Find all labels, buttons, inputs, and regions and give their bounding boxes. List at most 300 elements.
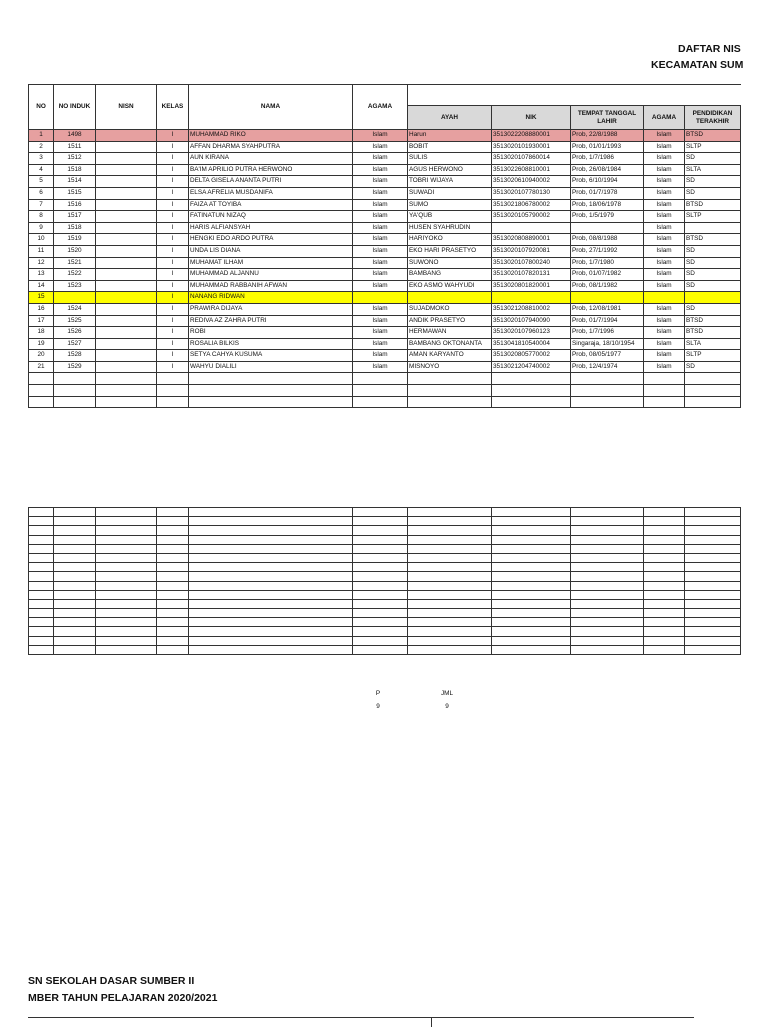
empty-cell — [157, 563, 189, 572]
empty-cell — [96, 526, 157, 535]
empty-cell — [353, 645, 408, 654]
cell-agama-parent: Islam — [644, 245, 685, 257]
cell-kelas: I — [157, 211, 189, 223]
cell-kelas: I — [157, 361, 189, 373]
empty-cell — [54, 627, 96, 636]
empty-cell — [189, 544, 353, 553]
header-nisn: NISN — [96, 85, 157, 130]
cell-agama: Islam — [353, 280, 408, 292]
empty-cell — [571, 618, 644, 627]
empty-cell — [96, 590, 157, 599]
cell-ayah — [408, 292, 492, 304]
empty-cell — [492, 645, 571, 654]
cell-no: 10 — [29, 234, 54, 246]
cell-agama-parent: Islam — [644, 130, 685, 142]
cell-ttl: Prob, 01/7/1994 — [571, 315, 644, 327]
cell-no: 7 — [29, 199, 54, 211]
cell-ayah: AGUS HERWONO — [408, 164, 492, 176]
cell-ayah: BAMBANG — [408, 269, 492, 281]
cell-kelas: I — [157, 130, 189, 142]
cell-pendidikan: BTSD — [685, 199, 741, 211]
cell-agama: Islam — [353, 327, 408, 339]
empty-cell — [408, 553, 492, 562]
empty-cell — [353, 609, 408, 618]
empty-cell — [189, 645, 353, 654]
empty-cell — [644, 508, 685, 517]
cell-nama: DELTA GISELA ANANTA PUTRI — [189, 176, 353, 188]
cell-agama: Islam — [353, 269, 408, 281]
empty-cell — [29, 517, 54, 526]
empty-cell — [157, 396, 189, 408]
empty-cell — [644, 517, 685, 526]
empty-cell — [157, 581, 189, 590]
empty-cell — [189, 609, 353, 618]
cell-no: 5 — [29, 176, 54, 188]
cell-no: 3 — [29, 153, 54, 165]
empty-cell — [157, 599, 189, 608]
cell-nama: FAIZA AT TOYIBA — [189, 199, 353, 211]
empty-cell — [492, 508, 571, 517]
empty-cell — [157, 590, 189, 599]
empty-cell — [571, 553, 644, 562]
empty-cell — [685, 645, 741, 654]
cell-kelas: I — [157, 338, 189, 350]
cell-agama: Islam — [353, 164, 408, 176]
empty-cell — [685, 572, 741, 581]
cell-nama: AFFAN DHARMA SYAHPUTRA — [189, 141, 353, 153]
empty-cell — [157, 636, 189, 645]
cell-pendidikan: SLTA — [685, 164, 741, 176]
footer-title-line-1: SN SEKOLAH DASAR SUMBER II — [28, 975, 195, 987]
cell-nama: MUHAMAT ILHAM — [189, 257, 353, 269]
cell-no: 1 — [29, 130, 54, 142]
empty-cell — [189, 599, 353, 608]
cell-pendidikan: SD — [685, 153, 741, 165]
header-agama-parent: AGAMA — [644, 106, 685, 130]
empty-cell — [492, 535, 571, 544]
cell-nisn — [96, 327, 157, 339]
empty-cell — [685, 563, 741, 572]
empty-row — [29, 590, 741, 599]
empty-cell — [54, 508, 96, 517]
table-row — [29, 257, 741, 269]
empty-cell — [54, 645, 96, 654]
cell-agama-parent: Islam — [644, 222, 685, 234]
cell-agama: Islam — [353, 315, 408, 327]
cell-no-induk: 1527 — [54, 338, 96, 350]
empty-cell — [571, 535, 644, 544]
cell-nama: SETYA CAHYA KUSUMA — [189, 350, 353, 362]
table-row — [29, 327, 741, 339]
cell-nama: WAHYU DIALILI — [189, 361, 353, 373]
cell-pendidikan: BTSD — [685, 130, 741, 142]
table-row — [29, 280, 741, 292]
empty-row — [29, 636, 741, 645]
empty-row — [29, 599, 741, 608]
cell-no: 8 — [29, 211, 54, 223]
cell-nik: 3513020107820131 — [492, 269, 571, 281]
empty-cell — [408, 373, 492, 385]
empty-cell — [571, 508, 644, 517]
cell-agama-parent: Islam — [644, 257, 685, 269]
empty-cell — [54, 636, 96, 645]
empty-cell — [54, 373, 96, 385]
cell-no-induk: 1523 — [54, 280, 96, 292]
cell-ayah: EKO HARI PRASETYO — [408, 245, 492, 257]
cell-nama: REDIVA AZ ZAHRA PUTRI — [189, 315, 353, 327]
cell-ttl: Prob, 12/4/1974 — [571, 361, 644, 373]
empty-cell — [685, 544, 741, 553]
cell-kelas: I — [157, 292, 189, 304]
cell-nik: 3513020107780130 — [492, 187, 571, 199]
empty-cell — [644, 526, 685, 535]
table-row — [29, 338, 741, 350]
cell-pendidikan: SD — [685, 245, 741, 257]
empty-cell — [571, 572, 644, 581]
cell-agama: Islam — [353, 130, 408, 142]
cell-agama-parent: Islam — [644, 141, 685, 153]
cell-ayah: SUMO — [408, 199, 492, 211]
cell-nisn — [96, 338, 157, 350]
header-agama: AGAMA — [353, 85, 408, 130]
table-row — [29, 350, 741, 362]
cell-no: 18 — [29, 327, 54, 339]
cell-no-induk: 1526 — [54, 327, 96, 339]
empty-cell — [29, 396, 54, 408]
cell-nisn — [96, 257, 157, 269]
header-parent-group — [408, 85, 741, 106]
empty-row — [29, 627, 741, 636]
cell-no: 6 — [29, 187, 54, 199]
empty-cell — [189, 508, 353, 517]
empty-cell — [189, 385, 353, 397]
empty-cell — [353, 590, 408, 599]
empty-cell — [408, 590, 492, 599]
empty-cell — [189, 636, 353, 645]
cell-nisn — [96, 234, 157, 246]
cell-agama-parent: Islam — [644, 153, 685, 165]
cell-ayah: BOBIT — [408, 141, 492, 153]
empty-cell — [353, 526, 408, 535]
cell-nik: 3513021806780002 — [492, 199, 571, 211]
cell-no-induk: 1511 — [54, 141, 96, 153]
cell-no: 2 — [29, 141, 54, 153]
empty-cell — [54, 618, 96, 627]
cell-ttl — [571, 292, 644, 304]
cell-no-induk: 1514 — [54, 176, 96, 188]
empty-row — [29, 581, 741, 590]
empty-row — [29, 517, 741, 526]
document-title-line-2: KECAMATAN SUM — [651, 59, 744, 71]
cell-nisn — [96, 292, 157, 304]
empty-cell — [644, 396, 685, 408]
cell-pendidikan — [685, 292, 741, 304]
cell-ttl: Prob, 27/1/1992 — [571, 245, 644, 257]
empty-cell — [685, 535, 741, 544]
empty-cell — [571, 599, 644, 608]
empty-cell — [353, 508, 408, 517]
empty-cell — [492, 385, 571, 397]
cell-kelas: I — [157, 164, 189, 176]
empty-cell — [353, 544, 408, 553]
empty-cell — [157, 385, 189, 397]
header-nama: NAMA — [189, 85, 353, 130]
cell-nik: 3513020107940090 — [492, 315, 571, 327]
cell-nik: 3513020801820001 — [492, 280, 571, 292]
cell-ttl: Singaraja, 18/10/1954 — [571, 338, 644, 350]
empty-cell — [96, 572, 157, 581]
cell-ttl: Prob, 01/7/1978 — [571, 187, 644, 199]
cell-ayah: SUWADI — [408, 187, 492, 199]
empty-cell — [571, 645, 644, 654]
cell-no-induk: 1515 — [54, 187, 96, 199]
summary-p-label: P — [375, 690, 381, 697]
cell-no-induk: 1518 — [54, 164, 96, 176]
summary-jml-label: JML — [440, 690, 454, 697]
empty-cell — [644, 618, 685, 627]
cell-ttl: Prob, 01/01/1993 — [571, 141, 644, 153]
table-row — [29, 153, 741, 165]
empty-cell — [96, 636, 157, 645]
cell-nik: 3513020805770002 — [492, 350, 571, 362]
summary-p-value: 9 — [376, 703, 380, 710]
cell-nik: 3513020610940002 — [492, 176, 571, 188]
empty-cell — [685, 618, 741, 627]
empty-cell — [571, 396, 644, 408]
empty-cell — [353, 553, 408, 562]
cell-nama: HARIS ALFIANSYAH — [189, 222, 353, 234]
cell-no-induk: 1529 — [54, 361, 96, 373]
empty-cell — [408, 636, 492, 645]
cell-nama: AUN KIRANA — [189, 153, 353, 165]
empty-cell — [353, 618, 408, 627]
cell-nik: 3513022208880001 — [492, 130, 571, 142]
cell-no: 9 — [29, 222, 54, 234]
cell-nisn — [96, 315, 157, 327]
cell-pendidikan: SLTP — [685, 350, 741, 362]
cell-ttl — [571, 222, 644, 234]
empty-cell — [644, 572, 685, 581]
cell-ayah: EKO ASMO WAHYUDI — [408, 280, 492, 292]
header-no-induk: NO INDUK — [54, 85, 96, 130]
empty-cell — [353, 563, 408, 572]
cell-nisn — [96, 199, 157, 211]
table-row — [29, 245, 741, 257]
cell-agama-parent: Islam — [644, 315, 685, 327]
empty-cell — [29, 535, 54, 544]
cell-kelas: I — [157, 176, 189, 188]
empty-cell — [189, 553, 353, 562]
empty-cell — [157, 627, 189, 636]
cell-kelas: I — [157, 303, 189, 315]
empty-cell — [96, 581, 157, 590]
cell-kelas: I — [157, 245, 189, 257]
empty-cell — [492, 581, 571, 590]
cell-kelas: I — [157, 350, 189, 362]
table-row — [29, 187, 741, 199]
cell-nama: ELSA AFRELIA MUSDANIFA — [189, 187, 353, 199]
empty-cell — [571, 627, 644, 636]
empty-cell — [408, 385, 492, 397]
empty-cell — [189, 627, 353, 636]
empty-cell — [54, 563, 96, 572]
cell-no: 17 — [29, 315, 54, 327]
cell-pendidikan: BTSD — [685, 315, 741, 327]
empty-cell — [29, 581, 54, 590]
cell-no-induk: 1525 — [54, 315, 96, 327]
cell-ttl: Prob, 08/1/1982 — [571, 280, 644, 292]
cell-ayah: SUJADMOKO — [408, 303, 492, 315]
cell-ayah: HUSEN SYAHRUDIN — [408, 222, 492, 234]
empty-row — [29, 385, 741, 397]
empty-row — [29, 645, 741, 654]
empty-cell — [29, 590, 54, 599]
empty-cell — [353, 627, 408, 636]
cell-nisn — [96, 222, 157, 234]
cell-ayah: TOBRI WIJAYA — [408, 176, 492, 188]
empty-cell — [685, 553, 741, 562]
empty-row — [29, 396, 741, 408]
cell-nama: UNDA LIS DIANA — [189, 245, 353, 257]
empty-cell — [29, 572, 54, 581]
cell-nik — [492, 292, 571, 304]
header-no: NO — [29, 85, 54, 130]
cell-nama: MUHAMMAD RIKO — [189, 130, 353, 142]
empty-cell — [685, 508, 741, 517]
empty-cell — [96, 508, 157, 517]
empty-cell — [96, 385, 157, 397]
cell-nama: FATINATUN NIZAQ — [189, 211, 353, 223]
empty-cell — [54, 396, 96, 408]
cell-agama: Islam — [353, 350, 408, 362]
empty-cell — [685, 385, 741, 397]
empty-cell — [685, 609, 741, 618]
empty-cell — [492, 618, 571, 627]
cell-nama: NANANG RIDWAN — [189, 292, 353, 304]
empty-row — [29, 526, 741, 535]
cell-agama-parent: Islam — [644, 176, 685, 188]
empty-cell — [54, 581, 96, 590]
empty-cell — [408, 581, 492, 590]
cell-pendidikan: SLTP — [685, 141, 741, 153]
cell-agama-parent: Islam — [644, 303, 685, 315]
empty-cell — [54, 609, 96, 618]
empty-cell — [96, 544, 157, 553]
empty-row — [29, 544, 741, 553]
empty-cell — [408, 645, 492, 654]
empty-row — [29, 618, 741, 627]
cell-agama-parent — [644, 292, 685, 304]
cell-nisn — [96, 164, 157, 176]
table-row — [29, 234, 741, 246]
cell-no-induk — [54, 292, 96, 304]
empty-cell — [492, 599, 571, 608]
cell-no: 11 — [29, 245, 54, 257]
table-row — [29, 222, 741, 234]
empty-cell — [685, 526, 741, 535]
empty-cell — [571, 563, 644, 572]
empty-cell — [492, 590, 571, 599]
empty-cell — [408, 599, 492, 608]
cell-ttl: Prob, 08/8/1988 — [571, 234, 644, 246]
empty-cell — [408, 609, 492, 618]
empty-cell — [96, 618, 157, 627]
empty-cell — [644, 535, 685, 544]
header-kelas: KELAS — [157, 85, 189, 130]
header-pendidikan: PENDIDIKAN TERAKHIR — [685, 106, 741, 130]
empty-cell — [189, 581, 353, 590]
empty-cell — [644, 544, 685, 553]
empty-cell — [54, 526, 96, 535]
empty-table — [28, 507, 741, 655]
cell-agama-parent: Islam — [644, 199, 685, 211]
table-row — [29, 269, 741, 281]
cell-pendidikan — [685, 222, 741, 234]
empty-cell — [189, 618, 353, 627]
bottom-rule-divider — [431, 1017, 432, 1027]
cell-ayah: HARIYOKO — [408, 234, 492, 246]
empty-cell — [644, 636, 685, 645]
empty-cell — [353, 636, 408, 645]
empty-cell — [644, 590, 685, 599]
empty-cell — [157, 517, 189, 526]
cell-no-induk: 1517 — [54, 211, 96, 223]
cell-agama: Islam — [353, 257, 408, 269]
empty-cell — [189, 535, 353, 544]
table-row — [29, 199, 741, 211]
empty-cell — [685, 396, 741, 408]
cell-nisn — [96, 303, 157, 315]
cell-kelas: I — [157, 315, 189, 327]
cell-agama: Islam — [353, 338, 408, 350]
cell-nik: 3513020107920081 — [492, 245, 571, 257]
empty-cell — [157, 553, 189, 562]
cell-no: 4 — [29, 164, 54, 176]
cell-agama-parent: Islam — [644, 338, 685, 350]
table-row — [29, 176, 741, 188]
header-ayah: AYAH — [408, 106, 492, 130]
cell-nik: 3513021208810002 — [492, 303, 571, 315]
empty-cell — [644, 609, 685, 618]
cell-ttl: Prob, 18/06/1978 — [571, 199, 644, 211]
cell-nama: MUHAMMAD ALJANNU — [189, 269, 353, 281]
empty-cell — [492, 396, 571, 408]
empty-row — [29, 535, 741, 544]
cell-nik: 3513022608810001 — [492, 164, 571, 176]
empty-cell — [54, 517, 96, 526]
empty-cell — [644, 563, 685, 572]
empty-cell — [685, 590, 741, 599]
empty-cell — [29, 618, 54, 627]
empty-cell — [189, 572, 353, 581]
empty-cell — [189, 563, 353, 572]
cell-no: 13 — [29, 269, 54, 281]
cell-agama: Islam — [353, 211, 408, 223]
empty-cell — [353, 517, 408, 526]
cell-pendidikan: SD — [685, 187, 741, 199]
empty-cell — [492, 627, 571, 636]
cell-no: 12 — [29, 257, 54, 269]
cell-nama: PRAWIRA DIJAYA — [189, 303, 353, 315]
cell-agama: Islam — [353, 187, 408, 199]
table-row — [29, 303, 741, 315]
cell-no-induk: 1524 — [54, 303, 96, 315]
empty-cell — [353, 396, 408, 408]
empty-cell — [408, 517, 492, 526]
empty-cell — [54, 385, 96, 397]
empty-row — [29, 609, 741, 618]
cell-agama-parent: Islam — [644, 361, 685, 373]
